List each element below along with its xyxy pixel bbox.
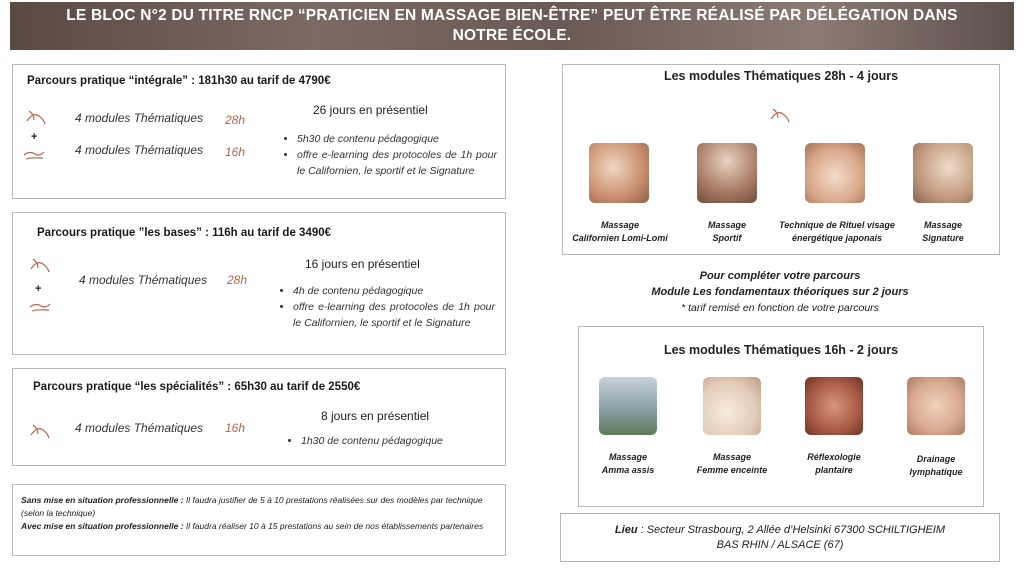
- photo-visage: [805, 143, 865, 203]
- module-label: 4 modules Thématiques: [75, 111, 204, 125]
- conditions-note: [21, 494, 499, 533]
- module-caption: Massage Femme enceinte: [696, 452, 768, 475]
- bullet-item: • 4h de contenu pédagogique: [293, 283, 495, 299]
- days-count: 16 jours en présentiel: [305, 257, 420, 271]
- plus-sign: +: [35, 283, 42, 295]
- module-caption: Massage Amma assis: [601, 452, 655, 475]
- bullet-item: • offre e-learning des protocoles de 1h pour le Californien, le sportif et le Signature: [293, 299, 495, 331]
- photo-signature: [913, 143, 973, 203]
- location-region: BAS RHIN / ALSACE (67): [716, 539, 844, 551]
- bullet-item: • 5h30 de contenu pédagogique: [297, 131, 497, 147]
- photo-reflexologie: [805, 377, 863, 435]
- photo-californien: [589, 143, 649, 203]
- days-count: 26 jours en présentiel: [313, 103, 428, 117]
- parcours-specialites-card: [12, 368, 506, 466]
- photo-sportif: [697, 143, 757, 203]
- complement-line-1: Pour compléter votre parcours: [699, 270, 861, 282]
- parcours-title: Parcours pratique ”les bases” : 116h au tarif de 3490€: [37, 227, 332, 239]
- bullet-list: [289, 433, 499, 449]
- massage-hands-icon: [23, 143, 45, 163]
- location-address: : Secteur Strasbourg, 2 Allée d’Helsinki 67300 SCHILTIGHEIM: [637, 524, 946, 536]
- note-avec-label: Avec mise en situation professionnelle :: [21, 521, 184, 531]
- location-label: Lieu: [614, 524, 638, 536]
- plus-sign: +: [31, 131, 38, 143]
- module-hours: 28h: [227, 273, 248, 287]
- complement-line-2: Module Les fondamentaux théoriques sur 2 jours: [651, 286, 909, 298]
- modules-28h-card: [562, 64, 1000, 255]
- photo-femme-enceinte: [703, 377, 761, 435]
- module-caption: Technique de Rituel visage énergétique japonais: [779, 220, 895, 243]
- massage-hands-icon: [769, 105, 791, 125]
- module-hours: 16h: [225, 145, 246, 159]
- massage-hands-icon: [29, 421, 51, 441]
- module-caption: Massage Sportif: [707, 220, 747, 243]
- parcours-title: Parcours pratique “les spécialités” : 65h30 au tarif de 2550€: [33, 381, 361, 393]
- massage-hands-icon: [29, 295, 51, 315]
- location-text: [561, 523, 999, 553]
- complement-line-3: * tarif remisé en fonction de votre parcours: [681, 302, 879, 314]
- module-hours: 28h: [225, 113, 246, 127]
- module-label: 4 modules Thématiques: [75, 143, 204, 157]
- note-sans-text: Il faudra justifier de 5 à 10 prestations réalisées sur des modèles par technique (selon la technique): [21, 495, 483, 518]
- complement-text: [560, 268, 1000, 316]
- days-count: 8 jours en présentiel: [321, 409, 430, 423]
- modules-16h-card: [578, 326, 984, 507]
- note-avec-text: Il faudra réaliser 10 à 15 prestations au sein de nos établissements partenaires: [183, 521, 484, 531]
- module-label: 4 modules Thématiques: [79, 273, 208, 287]
- banner-line-2: NOTRE ÉCOLE.: [452, 27, 572, 44]
- header-banner: [10, 2, 1014, 50]
- photo-amma: [599, 377, 657, 435]
- note-sans-label: Sans mise en situation professionnelle :: [21, 495, 184, 505]
- parcours-integrale-card: [12, 64, 506, 199]
- massage-hands-icon: [29, 255, 51, 275]
- module-label: 4 modules Thématiques: [75, 421, 204, 435]
- location-card: [560, 513, 1000, 562]
- module-caption: Massage Californien Lomi-Lomi: [572, 220, 668, 243]
- photo-drainage: [907, 377, 965, 435]
- bullet-list: [285, 131, 497, 179]
- module-caption: Drainage lymphatique: [909, 454, 963, 477]
- bullet-item: • offre e-learning des protocoles de 1h pour le Californien, le sportif et le Signature: [297, 147, 497, 179]
- bullet-list: [281, 283, 495, 331]
- massage-hands-icon: [25, 107, 47, 127]
- modules-16h-title: Les modules Thématiques 16h - 2 jours: [663, 343, 899, 357]
- banner-line-1: LE BLOC N°2 DU TITRE RNCP “PRATICIEN EN MASSAGE BIEN-ÊTRE” PEUT ÊTRE RÉALISÉ PAR DÉLÉGATION DANS: [66, 7, 958, 24]
- module-caption: Massage Signature: [922, 220, 964, 243]
- parcours-title: Parcours pratique “intégrale” : 181h30 au tarif de 4790€: [27, 75, 331, 87]
- modules-28h-title: Les modules Thématiques 28h - 4 jours: [663, 69, 899, 83]
- bullet-item: • 1h30 de contenu pédagogique: [301, 433, 499, 449]
- module-hours: 16h: [225, 421, 246, 435]
- module-caption: Réflexologie plantaire: [807, 452, 861, 475]
- parcours-bases-card: [12, 212, 506, 355]
- conditions-note-card: [12, 484, 506, 556]
